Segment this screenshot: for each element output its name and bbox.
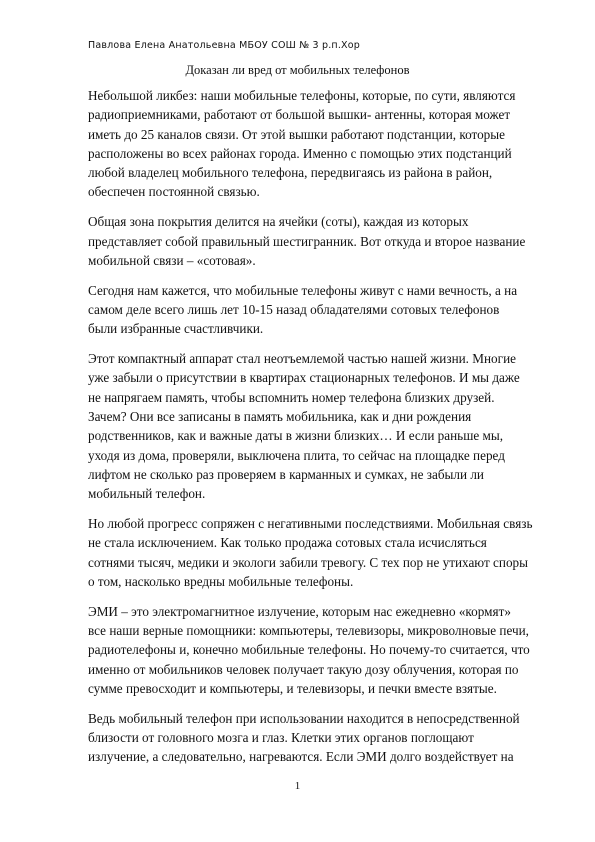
text-line: о том, насколько вредны мобильные телефоны. — [88, 573, 354, 589]
text-line: излучение, а следовательно, нагреваются. Если ЭМИ долго воздействует на — [88, 749, 514, 765]
paragraph-consequences — [88, 514, 533, 591]
text-line: обеспечен постоянной связью. — [88, 184, 260, 200]
paragraph-brain-proximity — [88, 709, 528, 767]
text-line: ЭМИ – это электромагнитное излучение, которым нас ежедневно «кормят» — [88, 603, 511, 619]
text-line: уходя из дома, проверяли, выключена плита, то сейчас на площадке перед — [88, 447, 505, 463]
text-line: Но любой прогресс сопряжен с негативными последствиями. Мобильная связь — [88, 515, 533, 531]
text-line: Сегодня нам кажется, что мобильные телефоны живут с нами вечность, а на — [88, 282, 518, 298]
text-line: радиоприемниками, работают от большой вышки- антенны, которая может — [88, 107, 511, 123]
paragraph-history — [88, 281, 528, 339]
text-line: Зачем? Они все записаны в память мобильника, как и дни рождения — [88, 408, 472, 424]
text-line: радиотелефоны и, конечно мобильные телефоны. Но почему-то считается, что — [88, 642, 530, 658]
text-line: иметь до 25 каналов связи. От этой вышки работают подстанции, которые — [88, 126, 505, 142]
text-line: сумме превосходит и компьютеры, и телевизоры, и печки вместе взятые. — [88, 680, 497, 696]
text-line: расположены во всех районах города. Именно с помощью этих подстанций — [88, 145, 512, 161]
page-number: 1 — [294, 780, 301, 792]
text-line: уже забыли о присутствии в квартирах стационарных телефонов. И мы даже — [88, 370, 520, 386]
document-body — [88, 86, 533, 777]
text-line: лифтом не сколько раз проверяем в карманных и сумках, не забыли ли — [88, 466, 484, 482]
text-line: были избранные счастливчики. — [88, 321, 264, 337]
text-line: мобильный телефон. — [88, 486, 206, 502]
text-line: именно от мобильников человек получает такую дозу облучения, которая по — [88, 661, 519, 677]
text-line: мобильной связи – «сотовая». — [88, 252, 256, 268]
paragraph-daily-life — [88, 349, 528, 503]
text-line: сотнями тысяч, медики и экологи забили тревогу. С тех пор не утихают споры — [88, 554, 528, 570]
text-line: Небольшой ликбез: наши мобильные телефоны, которые, по сути, являются — [88, 88, 516, 103]
paragraph-cellular-basics — [88, 86, 528, 202]
text-line: Общая зона покрытия делится на ячейки (соты), каждая из которых — [88, 214, 469, 230]
page-header: Павлова Елена Анатольевна МБОУ СОШ № 3 р.п.Хор — [88, 40, 360, 51]
document-title: Доказан ли вред от мобильных телефонов — [185, 63, 410, 77]
text-line: любой владелец мобильного телефона, передвигаясь из района в район, — [88, 165, 493, 181]
paragraph-coverage-cells — [88, 212, 528, 270]
text-line: не стала исключением. Как только продажа сотовых стала исчисляться — [88, 535, 487, 551]
paragraph-emi — [88, 602, 528, 698]
text-line: самом деле всего лишь лет 10-15 назад обладателями сотовых телефонов — [88, 301, 500, 317]
text-line: Ведь мобильный телефон при использовании находится в непосредственной — [88, 710, 520, 726]
text-line: родственников, как и важные даты в жизни близких… И если раньше мы, — [88, 428, 504, 444]
text-line: не напрягаем память, чтобы вспомнить номер телефона близких друзей. — [88, 389, 495, 405]
text-line: близости от головного мозга и глаз. Клетки этих органов поглощают — [88, 729, 474, 745]
text-line: Этот компактный аппарат стал неотъемлемой частью нашей жизни. Многие — [88, 351, 516, 367]
text-line: все наши верные помощники: компьютеры, телевизоры, микроволновые печи, — [88, 622, 529, 638]
text-line: представляет собой правильный шестигранник. Вот откуда и второе название — [88, 233, 526, 249]
